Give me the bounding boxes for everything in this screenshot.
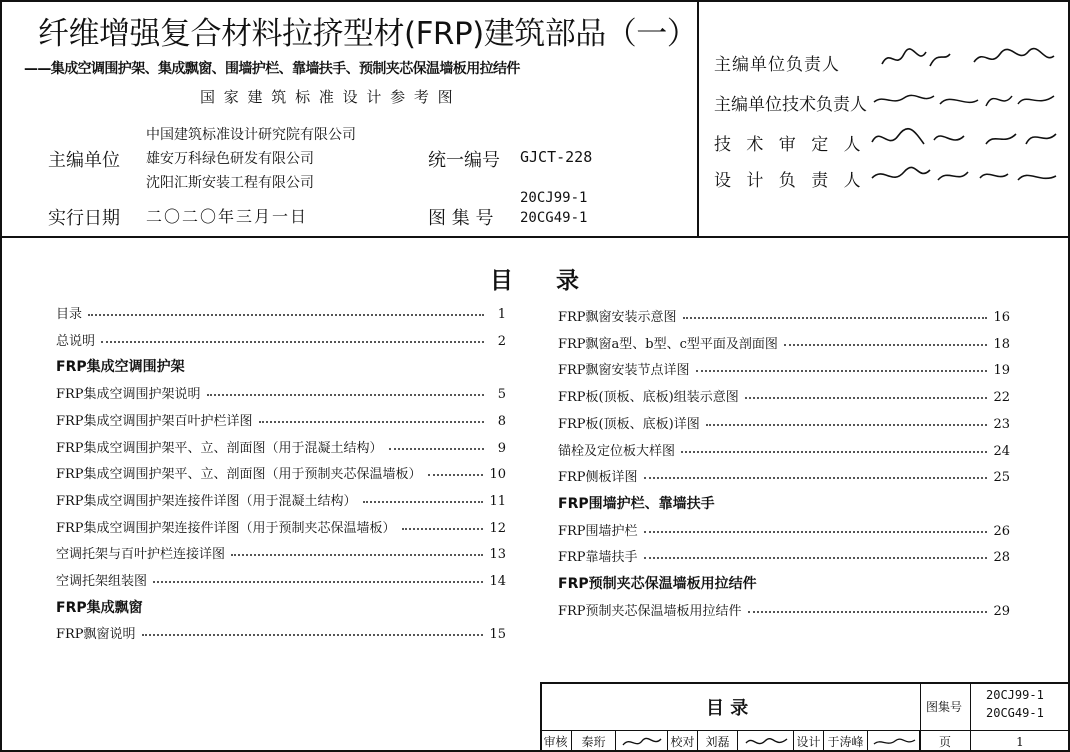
toc-section-heading: FRP集成飘窗 <box>56 599 143 616</box>
toc-leader-dots <box>207 394 484 396</box>
review-name: 秦珩 <box>572 731 616 752</box>
review-label: 审核 <box>540 731 572 752</box>
toc-leader-dots <box>259 421 484 423</box>
toc-entry-title: 锚栓及定位板大样图 <box>558 443 676 459</box>
toc-entry[interactable] <box>56 380 506 402</box>
toc-entry-title: FRP侧板详图 <box>558 470 638 486</box>
toc-entry-page: 26 <box>993 523 1010 539</box>
toc-entry-title: 总说明 <box>56 333 96 349</box>
toc-entry-page: 24 <box>993 443 1010 459</box>
toc-entry[interactable] <box>558 410 1010 432</box>
toc-title-char-1: 目 <box>490 268 513 294</box>
toc-entry-page: 1 <box>497 307 506 322</box>
signature-review <box>868 120 1060 156</box>
toc-entry[interactable] <box>558 303 1010 325</box>
toc-entry[interactable] <box>558 437 1010 459</box>
page-label: 页 <box>938 735 951 749</box>
toc-section-heading: FRP集成空调围护架 <box>56 359 185 376</box>
toc-leader-dots <box>389 448 484 450</box>
toc-entry[interactable] <box>56 567 506 589</box>
toc-entry-page: 22 <box>993 390 1010 406</box>
unified-no-label: 统一编号 <box>428 150 500 171</box>
toc-entry[interactable] <box>56 620 506 642</box>
toc-entry[interactable] <box>56 434 506 456</box>
toc-entry[interactable] <box>56 407 506 429</box>
toc-entry-title: FRP靠墙扶手 <box>558 550 638 566</box>
toc-entry-page: 12 <box>489 520 506 536</box>
toc-entry[interactable] <box>558 383 1010 405</box>
toc-entry-page: 8 <box>497 413 506 429</box>
toc-entry[interactable] <box>558 597 1010 619</box>
responsible-label-editor-unit: 主编单位负责人 <box>714 55 840 75</box>
atlas-no-2: 20CG49-1 <box>520 210 588 226</box>
effective-date: 二〇二〇年三月一日 <box>146 207 309 226</box>
toc-entry-title: FRP集成空调围护架连接件详图（用于预制夹芯保温墙板） <box>56 520 396 536</box>
toc-section-heading: FRP围墙护栏、靠墙扶手 <box>558 495 715 512</box>
toc-entry-page: 23 <box>993 416 1010 432</box>
design-signature <box>868 731 920 752</box>
responsible-label-review: 技 术 审 定 人 <box>714 135 866 155</box>
toc-entry-title: 空调托架组装图 <box>56 574 148 589</box>
toc-entry-title: FRP飘窗安装节点详图 <box>558 363 690 379</box>
review-signature <box>616 731 668 752</box>
toc-entry-title: FRP集成空调围护架说明 <box>56 387 201 403</box>
toc-entry-page: 10 <box>489 467 506 483</box>
editor-unit-1: 中国建筑标准设计研究院有限公司 <box>146 127 356 143</box>
responsible-label-design: 设 计 负 责 人 <box>714 171 866 191</box>
toc-leader-dots <box>745 397 988 399</box>
atlas-no-1: 20CJ99-1 <box>520 190 588 206</box>
toc-leader-dots <box>748 611 988 613</box>
signature-editor-unit <box>878 40 1058 76</box>
header-divider <box>0 236 1070 238</box>
toc-entry-page: 5 <box>497 387 506 403</box>
toc-entry-title: FRP板(顶板、底板)详图 <box>558 416 700 432</box>
toc-entry[interactable] <box>56 487 506 509</box>
toc-entry-page: 15 <box>489 627 506 643</box>
toc-entry-page: 11 <box>489 493 506 509</box>
unified-no: GJCT-228 <box>520 148 593 166</box>
toc-entry[interactable] <box>56 300 506 322</box>
toc-entry-title: FRP围墙护栏 <box>558 523 638 539</box>
toc-entry-title: FRP集成空调围护架平、立、剖面图（用于预制夹芯保温墙板） <box>56 467 422 483</box>
toc-leader-dots <box>153 581 483 583</box>
toc-leader-dots <box>88 314 484 316</box>
design-label: 设计 <box>794 731 824 752</box>
title-block-atlas-label: 图集号 <box>926 700 963 714</box>
toc-leader-dots <box>696 370 988 372</box>
toc-entry-title: FRP飘窗安装示意图 <box>558 310 677 325</box>
editor-unit-3: 沈阳汇斯安装工程有限公司 <box>146 175 314 191</box>
toc-leader-dots <box>683 317 988 319</box>
toc-entry-page: 18 <box>993 336 1010 352</box>
document-type: 国 家 建 筑 标 准 设 计 参 考 图 <box>200 88 455 106</box>
signature-design <box>868 158 1060 194</box>
toc-entry[interactable] <box>56 540 506 562</box>
toc-entry-page: 2 <box>497 333 506 349</box>
toc-entry-title: FRP集成空调围护架连接件详图（用于混凝土结构） <box>56 493 357 509</box>
document-title: 纤维增强复合材料拉挤型材(FRP)建筑部品（一） <box>38 16 698 52</box>
toc-section-heading: FRP预制夹芯保温墙板用拉结件 <box>558 576 757 592</box>
toc-title-char-2: 录 <box>556 268 579 294</box>
toc-leader-dots <box>428 474 484 476</box>
check-name: 刘磊 <box>698 731 738 752</box>
toc-entry[interactable] <box>56 514 506 536</box>
toc-entry[interactable] <box>558 356 1010 378</box>
toc-entry-page: 25 <box>993 470 1010 486</box>
title-block-atlas-no-1: 20CJ99-1 <box>986 688 1044 702</box>
toc-entry-title: FRP板(顶板、底板)组装示意图 <box>558 390 739 406</box>
toc-entry-page: 13 <box>489 547 506 563</box>
toc-leader-dots <box>784 344 988 346</box>
toc-entry-title: FRP集成空调围护架百叶护栏详图 <box>56 413 253 429</box>
toc-entry-page: 14 <box>489 574 506 589</box>
toc-entry-title: 目录 <box>56 307 83 322</box>
toc-leader-dots <box>644 531 988 533</box>
editor-unit-2: 雄安万科绿色研发有限公司 <box>146 151 314 167</box>
toc-entry-title: FRP飘窗说明 <box>56 627 136 643</box>
toc-entry-page: 19 <box>993 363 1010 379</box>
document-subtitle: ——集成空调围护架、集成飘窗、围墙护栏、靠墙扶手、预制夹芯保温墙板用拉结件 <box>24 61 520 77</box>
atlas-no-label: 图 集 号 <box>428 208 494 229</box>
toc-leader-dots <box>681 451 987 453</box>
toc-leader-dots <box>363 501 484 503</box>
check-signature <box>738 731 794 752</box>
title-block-atlas-no-2: 20CG49-1 <box>986 706 1044 720</box>
page-number: 1 <box>1016 734 1024 749</box>
toc-entry[interactable] <box>558 543 1010 565</box>
toc-leader-dots <box>142 634 484 636</box>
toc-entry[interactable] <box>558 330 1010 352</box>
editor-unit-label: 主编单位 <box>48 150 120 171</box>
toc-entry[interactable] <box>56 460 506 482</box>
toc-entry[interactable] <box>558 517 1010 539</box>
design-name: 于涛峰 <box>824 731 868 752</box>
toc-entry-page: 9 <box>497 440 506 456</box>
title-block-name: 目 录 <box>706 698 749 719</box>
responsible-label-tech: 主编单位技术负责人 <box>714 95 867 115</box>
header-vertical-divider <box>697 0 699 237</box>
check-label: 校对 <box>668 731 698 752</box>
toc-entry-title: FRP飘窗a型、b型、c型平面及剖面图 <box>558 336 778 352</box>
toc-leader-dots <box>644 477 988 479</box>
toc-leader-dots <box>231 554 483 556</box>
toc-leader-dots <box>402 528 484 530</box>
toc-entry[interactable] <box>56 327 506 349</box>
toc-entry-title: FRP预制夹芯保温墙板用拉结件 <box>558 603 742 619</box>
toc-entry-page: 16 <box>993 310 1010 325</box>
toc-leader-dots <box>644 557 988 559</box>
effective-date-label: 实行日期 <box>48 208 120 229</box>
toc-entry-page: 28 <box>993 550 1010 566</box>
toc-leader-dots <box>101 341 484 343</box>
toc-leader-dots <box>706 424 988 426</box>
toc-entry-title: FRP集成空调围护架平、立、剖面图（用于混凝土结构） <box>56 440 383 456</box>
toc-entry-page: 29 <box>993 603 1010 619</box>
toc-entry-title: 空调托架与百叶护栏连接详图 <box>56 547 226 563</box>
signature-tech <box>870 82 1060 116</box>
toc-entry[interactable] <box>558 463 1010 485</box>
